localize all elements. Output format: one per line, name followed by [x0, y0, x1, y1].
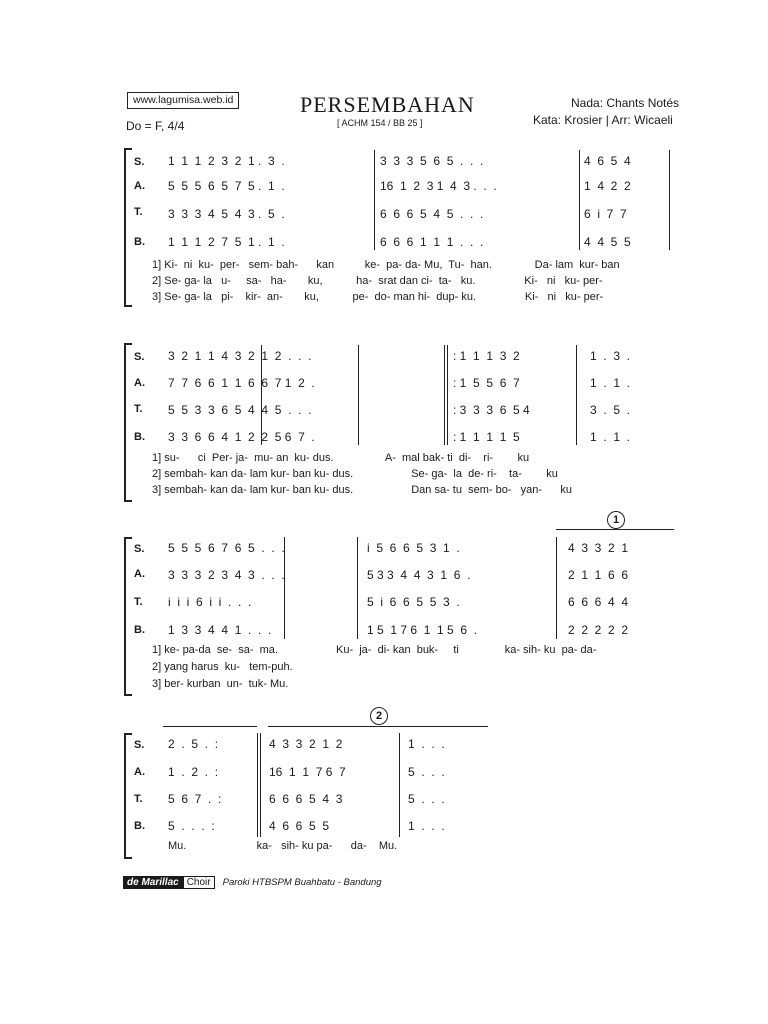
voice-label-alto: A. [134, 377, 145, 389]
barline [669, 150, 670, 250]
tenor-notes-c: 6 i 7 7 [584, 207, 627, 221]
voice-label-tenor: T. [134, 793, 143, 805]
voice-label-bass: B. [134, 236, 145, 248]
alto-notes-b: : 1 5 5 6 7 [453, 376, 520, 390]
tenor-notes-a: 3 3 3 4 5 4 3 . 5 . [168, 207, 285, 221]
score-system-1 [124, 148, 676, 306]
system-bracket [124, 343, 132, 502]
tenor-notes-c: 3 . 5 . [590, 403, 631, 417]
choir-logo-label: Choir [183, 876, 215, 889]
soprano-notes-c: 1 . 3 . [590, 349, 631, 363]
barline [556, 537, 557, 639]
soprano-notes-c: 4 6 5 4 [584, 154, 631, 168]
hymn-reference: [ ACHM 154 / BB 25 ] [337, 118, 423, 128]
bass-notes-a: 1 1 1 2 7 5 1 . 1 . [168, 235, 285, 249]
lyrics-verse-2: 2] Se- ga- la u- sa- ha- ku, ha- srat dan ci- ta- ku. Ki- ni ku- per- [152, 275, 603, 287]
lyrics-arranger-credit: Kata: Krosier | Arr: Wicaeli [533, 113, 673, 127]
score-system-3 [124, 537, 676, 695]
key-signature: Do = F, 4/4 [126, 119, 185, 133]
alto-notes-a: 3 3 3 2 3 4 3 . . . [168, 568, 285, 582]
lyrics-ending: Mu. ka- sih- ku pa- da- Mu. [168, 840, 398, 852]
barline [399, 733, 400, 837]
soprano-notes-a: 3 2 1 1 4 3 2 1 2 . . . [168, 349, 312, 363]
voice-label-soprano: S. [134, 156, 145, 168]
voice-label-tenor: T. [134, 596, 143, 608]
soprano-notes-c: 1 . . . [408, 737, 445, 751]
lyrics-verse-1: 1] ke- pa-da se- sa- ma. Ku- ja- di- kan buk- ti ka- sih- ku pa- da- [152, 644, 597, 656]
bass-notes-c: 1 . . . [408, 819, 445, 833]
alto-notes-a: 1 . 2 . : [168, 765, 219, 779]
volta-2-line [268, 726, 488, 727]
alto-notes-b: 16 1 1 7 6 7 [269, 765, 346, 779]
alto-notes-b: 16 1 2 3 1 4 3 . . . [380, 179, 497, 193]
bass-notes-a: 5 . . . : [168, 819, 215, 833]
soprano-notes-b: : 1 1 1 3 2 [453, 349, 520, 363]
barline [579, 150, 580, 250]
barline [357, 537, 358, 639]
soprano-notes-a: 1 1 1 2 3 2 1 . 3 . [168, 154, 285, 168]
repeat-barline [260, 733, 261, 837]
score-system-4 [124, 733, 676, 861]
tenor-notes-a: 5 5 3 3 6 5 4 4 5 . . . [168, 403, 312, 417]
alto-notes-a: 5 5 5 6 5 7 5 . 1 . [168, 179, 285, 193]
bass-notes-b: 4 6 6 5 5 [269, 819, 330, 833]
barline [358, 345, 359, 445]
choir-logo-name: de Marillac [123, 876, 183, 889]
system-bracket [124, 148, 132, 307]
bass-notes-b: 1 5 1 7 6 1 1 5 6 . [367, 623, 478, 637]
bass-notes-b: : 1 1 1 1 5 [453, 430, 520, 444]
lyrics-verse-2: 2] yang harus ku- tem-puh. [152, 661, 293, 673]
tenor-notes-b: 6 6 6 5 4 3 [269, 792, 343, 806]
lyrics-verse-1: 1] su- ci Per- ja- mu- an ku- dus. A- mal bak- ti di- ri- ku [152, 452, 530, 464]
voice-label-alto: A. [134, 180, 145, 192]
tenor-notes-a: i i i 6 i i . . . [168, 595, 252, 609]
voice-label-alto: A. [134, 568, 145, 580]
volta-1-line [556, 529, 674, 530]
melody-credit: Nada: Chants Notés [571, 96, 680, 110]
alto-notes-c: 1 . 1 . [590, 376, 631, 390]
alto-notes-b: 5 3 3 4 4 3 1 6 . [367, 568, 471, 582]
tenor-notes-b: : 3 3 3 6 5 4 [453, 403, 530, 417]
soprano-notes-b: 4 3 3 2 1 2 [269, 737, 343, 751]
score-system-2 [124, 343, 676, 501]
tenor-notes-b: 5 i 6 6 5 5 3 . [367, 595, 460, 609]
bass-notes-a: 1 3 3 4 4 1 . . . [168, 623, 272, 637]
repeat-barline [447, 345, 448, 445]
volta-1-line [163, 726, 257, 727]
tenor-notes-a: 5 6 7 . : [168, 792, 222, 806]
bass-notes-c: 1 . 1 . [590, 430, 631, 444]
lyrics-verse-2: 2] sembah- kan da- lam kur- ban ku- dus. Se- ga- la de- ri- ta- ku [152, 468, 558, 480]
soprano-notes-b: i 5 6 6 5 3 1 . [367, 541, 460, 555]
voice-label-tenor: T. [134, 403, 143, 415]
soprano-notes-b: 3 3 3 5 6 5 . . . [380, 154, 484, 168]
voice-label-soprano: S. [134, 543, 145, 555]
bass-notes-a: 3 3 6 6 4 1 2 2 5 6 7 . [168, 430, 315, 444]
website-label: www.lagumisa.web.id [127, 92, 239, 109]
alto-notes-a: 7 7 6 6 1 1 6 6 7 1 2 . [168, 376, 315, 390]
bass-notes-c: 4 4 5 5 [584, 235, 631, 249]
barline [576, 345, 577, 445]
lyrics-verse-3: 3] ber- kurban un- tuk- Mu. [152, 678, 289, 690]
volta-1-marker: 1 [607, 511, 625, 529]
voice-label-soprano: S. [134, 351, 145, 363]
bass-notes-c: 2 2 2 2 2 [568, 623, 629, 637]
barline [374, 150, 375, 250]
alto-notes-c: 1 4 2 2 [584, 179, 631, 193]
page-title: PERSEMBAHAN [300, 92, 475, 117]
voice-label-soprano: S. [134, 739, 145, 751]
footer [123, 876, 382, 889]
soprano-notes-a: 5 5 5 6 7 6 5 . . . [168, 541, 285, 555]
soprano-notes-c: 4 3 3 2 1 [568, 541, 629, 555]
barline [444, 345, 445, 445]
alto-notes-c: 2 1 1 6 6 [568, 568, 629, 582]
lyrics-verse-1: 1] Ki- ni ku- per- sem- bah- kan ke- pa- da- Mu, Tu- han. Da- lam kur- ban [152, 259, 620, 271]
tenor-notes-c: 6 6 6 4 4 [568, 595, 629, 609]
soprano-notes-a: 2 . 5 . : [168, 737, 219, 751]
bass-notes-b: 6 6 6 1 1 1 . . . [380, 235, 484, 249]
volta-2-marker: 2 [370, 707, 388, 725]
voice-label-bass: B. [134, 431, 145, 443]
voice-label-tenor: T. [134, 206, 143, 218]
system-bracket [124, 537, 132, 696]
system-bracket [124, 733, 132, 859]
voice-label-bass: B. [134, 820, 145, 832]
tenor-notes-b: 6 6 6 5 4 5 . . . [380, 207, 484, 221]
tenor-notes-c: 5 . . . [408, 792, 445, 806]
lyrics-verse-3: 3] sembah- kan da- lam kur- ban ku- dus. Dan sa- tu sem- bo- yan- ku [152, 484, 572, 496]
parish-name: Paroki HTBSPM Buahbatu - Bandung [222, 877, 382, 888]
repeat-barline [257, 733, 258, 837]
lyrics-verse-3: 3] Se- ga- la pi- kir- an- ku, pe- do- man hi- dup- ku. Ki- ni ku- per- [152, 291, 604, 303]
voice-label-bass: B. [134, 624, 145, 636]
alto-notes-c: 5 . . . [408, 765, 445, 779]
voice-label-alto: A. [134, 766, 145, 778]
